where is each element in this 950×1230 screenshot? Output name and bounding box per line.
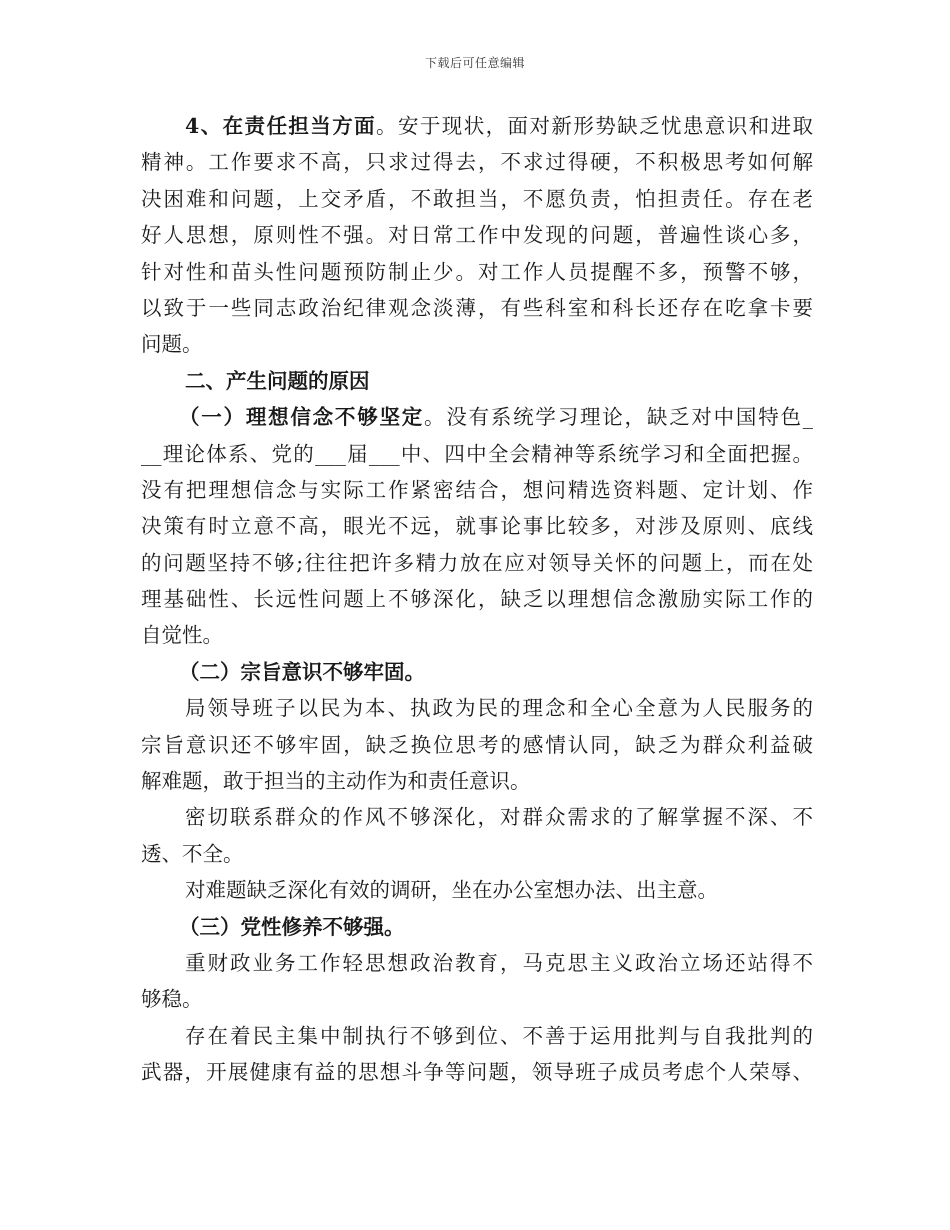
line-text: 存在着民主集中制执行不够到位、不善于运用批判与自我批判的 (185, 1023, 813, 1048)
paragraph-line (141, 545, 813, 581)
line-text: 没有把理想信念与实际工作紧密结合，想问精选资料题、定计划、作 (141, 477, 813, 502)
paragraph-line (141, 290, 813, 326)
paragraph-line (141, 217, 813, 253)
line-text: __理论体系、党的___届___中、四中全会精神等系统学习和全面把握。 (141, 441, 813, 466)
line-text: 理基础性、长远性问题上不够深化，缺乏以理想信念激励实际工作的 (141, 587, 813, 612)
page-header: 下载后可任意编辑 (424, 56, 525, 70)
paragraph-line (141, 326, 813, 362)
heading-lead: （一）理想信念不够坚定 (179, 405, 425, 430)
paragraph-line (141, 1018, 813, 1054)
line-text: 决困难和问题，上交矛盾，不敢担当，不愿负责，怕担责任。存在老 (141, 186, 813, 211)
line-text: 针对性和苗头性问题预防制止少。对工作人员提醒不多，预警不够， (141, 259, 813, 284)
heading-lead: 4、在责任担当方面 (185, 114, 377, 138)
line-text: 精神。工作要求不高，只求过得去，不求过得硬，不积极思考如何解 (141, 150, 813, 175)
paragraph-line (141, 690, 813, 726)
paragraph-line (141, 181, 813, 217)
line-text: 决策有时立意不高，眼光不远，就事论事比较多，对涉及原则、底线 (141, 514, 813, 539)
line-text: 自觉性。 (141, 623, 223, 648)
paragraph-line (141, 508, 813, 544)
paragraph-line (141, 872, 813, 908)
line-text: 宗旨意识还不够牢固，缺乏换位思考的感情认同，缺乏为群众利益破 (141, 732, 813, 757)
line-text: 好人思想，原则性不强。对日常工作中发现的问题，普遍性谈心多， (141, 223, 813, 248)
line-text: 密切联系群众的作风不够深化，对群众需求的了解掌握不深、不 (185, 805, 813, 830)
line-text: 以致于一些同志政治纪律观念淡薄，有些科室和科长还存在吃拿卡要 (141, 295, 813, 320)
paragraph-line (141, 1054, 813, 1090)
line-text: 对难题缺乏深化有效的调研，坐在办公室想办法、出主意。 (185, 878, 718, 903)
paragraph-line (141, 144, 813, 180)
paragraph-line (141, 581, 813, 617)
paragraph-line (141, 254, 813, 290)
section-heading (141, 654, 813, 690)
document-body (141, 108, 813, 1091)
section-heading (141, 909, 813, 945)
paragraph-line (141, 617, 813, 653)
line-text: 重财政业务工作轻思想政治教育，马克思主义政治立场还站得不 (185, 950, 813, 975)
line-text: 透、不全。 (141, 841, 244, 866)
section-heading (141, 363, 813, 399)
paragraph-line (141, 399, 813, 435)
paragraph-line (141, 836, 813, 872)
line-text: 局领导班子以民为本、执政为民的理念和全心全意为人民服务的 (185, 696, 813, 721)
paragraph-line (141, 763, 813, 799)
line-text: 够稳。 (141, 987, 203, 1012)
line-text: 解难题，敢于担当的主动作为和责任意识。 (141, 769, 531, 794)
line-text: 问题。 (141, 332, 203, 357)
heading-lead: 二、产生问题的原因 (185, 368, 370, 393)
heading-lead: （二）宗旨意识不够牢固。 (179, 659, 425, 684)
line-text: 。没有系统学习理论，缺乏对中国特色_ (424, 405, 814, 430)
paragraph-line (141, 108, 813, 144)
paragraph-line (141, 945, 813, 981)
line-text: 的问题坚持不够;往往把许多精力放在应对领导关怀的问题上，而在处 (141, 550, 813, 575)
line-text: 武器，开展健康有益的思想斗争等问题，领导班子成员考虑个人荣辱、 (141, 1060, 813, 1085)
paragraph-line (141, 799, 813, 835)
paragraph-line (141, 981, 813, 1017)
paragraph-line (141, 436, 813, 472)
paragraph-line (141, 472, 813, 508)
line-text: 。安于现状，面对新形势缺乏忧患意识和进取 (376, 114, 814, 138)
paragraph-line (141, 727, 813, 763)
heading-lead: （三）党性修养不够强。 (179, 914, 405, 939)
